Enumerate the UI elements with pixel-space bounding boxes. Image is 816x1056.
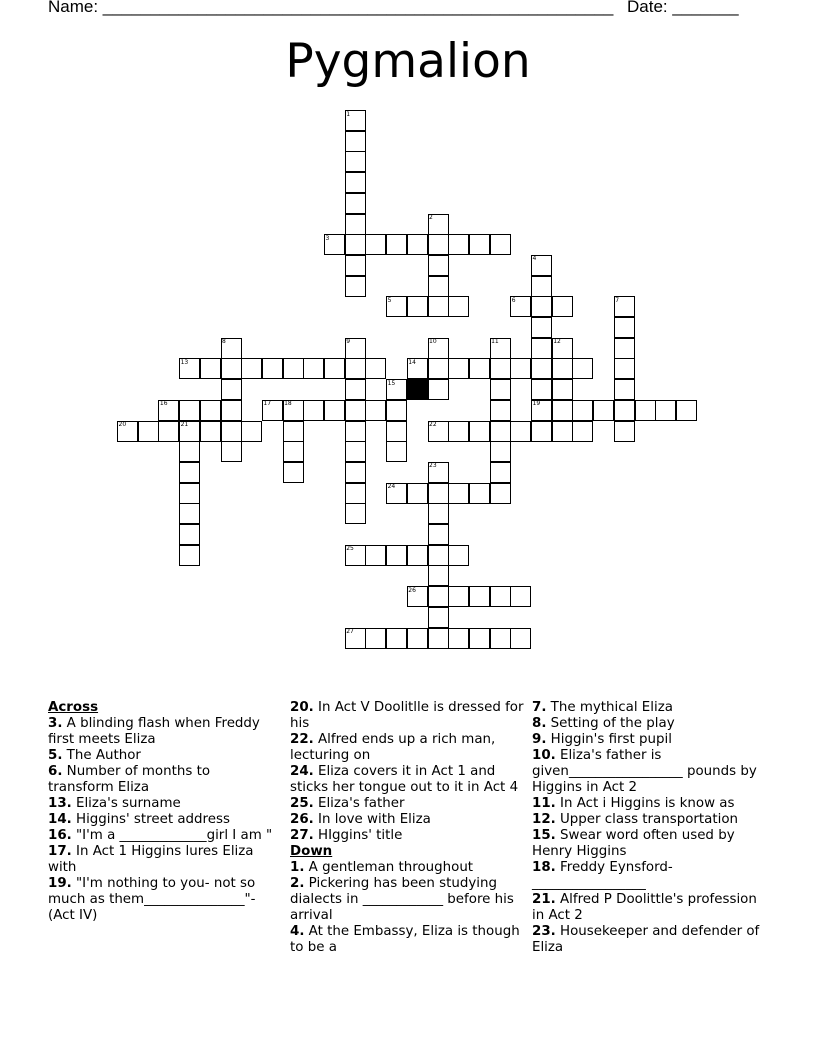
- clue-number-27: 27: [346, 628, 354, 635]
- clue-number-2: 2: [429, 214, 433, 221]
- grid-cell[interactable]: [593, 400, 614, 421]
- clue-number-26: 26: [408, 586, 416, 594]
- grid-cell[interactable]: [324, 358, 345, 379]
- grid-cell[interactable]: [428, 338, 449, 359]
- clue-number-10: 10: [429, 338, 437, 346]
- grid-cell[interactable]: [448, 483, 469, 504]
- grid-cell[interactable]: [676, 400, 697, 421]
- grid-cell[interactable]: [138, 421, 159, 442]
- grid-cell[interactable]: [428, 276, 449, 297]
- name-field-label: Name: ______________________________________________________: [48, 0, 614, 16]
- grid-cell[interactable]: [345, 255, 366, 276]
- grid-cell[interactable]: [428, 586, 449, 607]
- grid-cell[interactable]: [345, 214, 366, 235]
- grid-cell[interactable]: [345, 483, 366, 504]
- grid-cell[interactable]: [345, 276, 366, 297]
- grid-cell[interactable]: [614, 358, 635, 379]
- grid-cell[interactable]: [386, 234, 407, 255]
- grid-cell[interactable]: [386, 441, 407, 462]
- grid-cell[interactable]: [428, 628, 449, 649]
- grid-cell[interactable]: [365, 545, 386, 566]
- grid-cell[interactable]: [490, 483, 511, 504]
- grid-cell[interactable]: [552, 400, 573, 421]
- across-clue-3: 3. A blinding flash when Freddy first meets Eliza: [48, 716, 260, 747]
- grid-cell[interactable]: [614, 317, 635, 338]
- grid-cell[interactable]: [179, 358, 200, 379]
- grid-cell[interactable]: [386, 545, 407, 566]
- date-field-label: Date: _______: [627, 0, 739, 16]
- grid-cell[interactable]: [448, 421, 469, 442]
- grid-cell[interactable]: [158, 421, 179, 442]
- clue-number-15: 15: [387, 379, 396, 387]
- down-heading: Down: [290, 844, 333, 859]
- grid-cell[interactable]: [469, 421, 490, 442]
- clues-column-1: [48, 700, 273, 924]
- grid-cell[interactable]: [386, 379, 407, 400]
- grid-cell[interactable]: [158, 400, 179, 421]
- grid-cell[interactable]: [345, 421, 366, 442]
- grid-cell[interactable]: [345, 172, 366, 193]
- clue-number-23: 23: [429, 462, 437, 470]
- clue-number-16: 16: [159, 400, 168, 408]
- down-clue-12: 12. Upper class transportation: [532, 812, 739, 827]
- grid-cell[interactable]: [428, 503, 449, 524]
- grid-cell[interactable]: [221, 379, 242, 400]
- grid-cell[interactable]: [407, 545, 428, 566]
- grid-cell[interactable]: [407, 628, 428, 649]
- grid-cell[interactable]: [303, 400, 324, 421]
- clue-number-22: 22: [429, 421, 437, 428]
- grid-cell[interactable]: [221, 421, 242, 442]
- grid-cell[interactable]: [200, 421, 221, 442]
- grid-cell[interactable]: [407, 296, 428, 317]
- grid-cell[interactable]: [531, 400, 552, 421]
- grid-cell[interactable]: [221, 400, 242, 421]
- clue-number-20: 20: [118, 421, 127, 428]
- grid-cell[interactable]: [428, 545, 449, 566]
- grid-cell[interactable]: [345, 628, 366, 649]
- across-clue-5: 5. The Author: [48, 748, 141, 763]
- clue-number-11: 11: [491, 338, 499, 346]
- grid-cell[interactable]: [510, 358, 531, 379]
- clue-number-12: 12: [553, 338, 561, 346]
- grid-cell[interactable]: [117, 421, 138, 442]
- grid-cell[interactable]: [365, 358, 386, 379]
- grid-cell[interactable]: [469, 358, 490, 379]
- across-clue-20: 20. In Act V Doolitlle is dressed for his: [290, 700, 524, 731]
- grid-cell[interactable]: [407, 586, 428, 607]
- clues-column-2: [290, 700, 530, 956]
- grid-cell[interactable]: [490, 586, 511, 607]
- grid-cell[interactable]: [407, 234, 428, 255]
- grid-cell[interactable]: [490, 400, 511, 421]
- grid-cell[interactable]: [614, 296, 635, 317]
- clue-number-25: 25: [346, 545, 354, 553]
- blocked-cell: [407, 379, 428, 400]
- clue-number-21: 21: [180, 421, 189, 428]
- down-clue-9: 9. Higgin's first pupil: [532, 732, 672, 747]
- grid-cell[interactable]: [552, 338, 573, 359]
- across-clue-16: 16. "I'm a _____________girl I am ": [48, 828, 273, 843]
- grid-cell[interactable]: [345, 131, 366, 152]
- grid-cell[interactable]: [510, 628, 531, 649]
- grid-cell[interactable]: [448, 358, 469, 379]
- grid-cell[interactable]: [531, 296, 552, 317]
- grid-cell[interactable]: [303, 358, 324, 379]
- down-clue-18: 18. Freddy Eynsford-_________________: [532, 860, 673, 891]
- grid-cell[interactable]: [428, 234, 449, 255]
- grid-cell[interactable]: [469, 234, 490, 255]
- grid-cell[interactable]: [490, 462, 511, 483]
- across-heading: Across: [48, 700, 99, 715]
- grid-cell[interactable]: [345, 234, 366, 255]
- grid-cell[interactable]: [428, 214, 449, 235]
- grid-cell[interactable]: [428, 462, 449, 483]
- clues-column-3: [532, 700, 768, 956]
- clue-number-3: 3: [325, 234, 330, 242]
- clue-number-8: 8: [222, 338, 226, 346]
- grid-cell[interactable]: [345, 441, 366, 462]
- grid-cell[interactable]: [552, 358, 573, 379]
- across-clue-22: 22. Alfred ends up a rich man, lecturing on: [290, 732, 496, 763]
- grid-cell[interactable]: [531, 358, 552, 379]
- grid-cell[interactable]: [635, 400, 656, 421]
- grid-cell[interactable]: [179, 545, 200, 566]
- grid-cell[interactable]: [531, 317, 552, 338]
- grid-cell[interactable]: [469, 483, 490, 504]
- grid-cell[interactable]: [490, 379, 511, 400]
- grid-cell[interactable]: [510, 296, 531, 317]
- grid-cell[interactable]: [345, 545, 366, 566]
- clue-number-17: 17: [263, 400, 272, 408]
- grid-cell[interactable]: [428, 296, 449, 317]
- grid-cell[interactable]: [179, 503, 200, 524]
- grid-cell[interactable]: [324, 234, 345, 255]
- grid-cell[interactable]: [428, 483, 449, 504]
- grid-cell[interactable]: [262, 358, 283, 379]
- across-clue-24: 24. Eliza covers it in Act 1 and sticks her tongue out to it in Act 4: [290, 764, 519, 795]
- grid-cell[interactable]: [365, 234, 386, 255]
- grid-cell[interactable]: [428, 379, 449, 400]
- grid-cell[interactable]: [428, 565, 449, 586]
- down-clue-23: 23. Housekeeper and defender of Eliza: [532, 924, 760, 955]
- grid-cell[interactable]: [490, 234, 511, 255]
- grid-cell[interactable]: [407, 483, 428, 504]
- down-clue-11: 11. In Act i Higgins is know as: [532, 796, 735, 811]
- grid-cell[interactable]: [552, 296, 573, 317]
- grid-cell[interactable]: [221, 338, 242, 359]
- down-clue-10: 10. Eliza's father is given_________________ pounds by Higgins in Act 2: [532, 748, 757, 795]
- grid-cell[interactable]: [428, 607, 449, 628]
- grid-cell[interactable]: [552, 421, 573, 442]
- across-clue-26: 26. In love with Eliza: [290, 812, 431, 827]
- grid-cell[interactable]: [572, 358, 593, 379]
- grid-cell[interactable]: [345, 462, 366, 483]
- grid-cell[interactable]: [283, 400, 304, 421]
- grid-cell[interactable]: [365, 628, 386, 649]
- grid-cell[interactable]: [179, 441, 200, 462]
- grid-cell[interactable]: [241, 421, 262, 442]
- grid-cell[interactable]: [283, 421, 304, 442]
- grid-cell[interactable]: [386, 483, 407, 504]
- grid-cell[interactable]: [531, 276, 552, 297]
- grid-cell[interactable]: [386, 400, 407, 421]
- across-clue-17: 17. In Act 1 Higgins lures Eliza with: [48, 844, 254, 875]
- grid-cell[interactable]: [428, 524, 449, 545]
- down-clue-15: 15. Swear word often used by Henry Higgins: [532, 828, 735, 859]
- grid-cell[interactable]: [448, 234, 469, 255]
- across-clue-6: 6. Number of months to transform Eliza: [48, 764, 211, 795]
- clue-number-14: 14: [408, 358, 416, 366]
- grid-cell[interactable]: [614, 338, 635, 359]
- grid-cell[interactable]: [179, 400, 200, 421]
- grid-cell[interactable]: [262, 400, 283, 421]
- across-clue-25: 25. Eliza's father: [290, 796, 405, 811]
- grid-cell[interactable]: [179, 483, 200, 504]
- across-clue-14: 14. Higgins' street address: [48, 812, 230, 827]
- grid-cell[interactable]: [345, 110, 366, 131]
- grid-cell[interactable]: [490, 358, 511, 379]
- grid-cell[interactable]: [179, 524, 200, 545]
- grid-cell[interactable]: [365, 400, 386, 421]
- grid-cell[interactable]: [221, 441, 242, 462]
- grid-cell[interactable]: [510, 586, 531, 607]
- across-clue-19: 19. "I'm nothing to you- not so much as them_______________"- (Act IV): [48, 876, 256, 923]
- grid-cell[interactable]: [200, 400, 221, 421]
- grid-cell[interactable]: [283, 358, 304, 379]
- down-clue-21: 21. Alfred P Doolittle's profession in Act 2: [532, 892, 757, 923]
- grid-cell[interactable]: [572, 421, 593, 442]
- clue-number-5: 5: [387, 296, 392, 304]
- grid-cell[interactable]: [448, 296, 469, 317]
- grid-cell[interactable]: [179, 462, 200, 483]
- grid-cell[interactable]: [283, 462, 304, 483]
- grid-cell[interactable]: [345, 400, 366, 421]
- clue-number-19: 19: [532, 400, 541, 408]
- clue-number-7: 7: [615, 296, 620, 304]
- grid-cell[interactable]: [345, 338, 366, 359]
- grid-cell[interactable]: [510, 421, 531, 442]
- grid-cell[interactable]: [179, 421, 200, 442]
- down-clue-4: 4. At the Embassy, Eliza is though to be a: [290, 924, 520, 955]
- grid-cell[interactable]: [448, 586, 469, 607]
- down-clue-8: 8. Setting of the play: [532, 716, 675, 731]
- grid-cell[interactable]: [386, 296, 407, 317]
- grid-cell[interactable]: [345, 358, 366, 379]
- grid-cell[interactable]: [428, 421, 449, 442]
- clue-number-6: 6: [511, 296, 516, 304]
- down-clue-2: 2. Pickering has been studying dialects in ____________ before his arrival: [290, 876, 514, 923]
- down-clue-1: 1. A gentleman throughout: [290, 860, 474, 875]
- grid-cell[interactable]: [490, 421, 511, 442]
- across-clue-27: 27. HIggins' title: [290, 828, 403, 843]
- grid-cell[interactable]: [448, 628, 469, 649]
- grid-cell[interactable]: [614, 421, 635, 442]
- clue-number-18: 18: [284, 400, 292, 408]
- grid-cell[interactable]: [428, 255, 449, 276]
- grid-cell[interactable]: [386, 628, 407, 649]
- grid-cell[interactable]: [531, 379, 552, 400]
- grid-cell[interactable]: [345, 193, 366, 214]
- clue-number-9: 9: [346, 338, 351, 346]
- grid-cell[interactable]: [386, 421, 407, 442]
- clue-number-24: 24: [387, 483, 396, 491]
- grid-cell[interactable]: [531, 338, 552, 359]
- grid-cell[interactable]: [572, 400, 593, 421]
- grid-cell[interactable]: [448, 545, 469, 566]
- grid-cell[interactable]: [324, 400, 345, 421]
- grid-cell[interactable]: [241, 358, 262, 379]
- clue-number-4: 4: [532, 255, 537, 263]
- down-clue-7: 7. The mythical Eliza: [532, 700, 673, 715]
- grid-cell[interactable]: [345, 151, 366, 172]
- grid-cell[interactable]: [614, 379, 635, 400]
- grid-cell[interactable]: [345, 379, 366, 400]
- grid-cell[interactable]: [490, 628, 511, 649]
- clue-number-13: 13: [180, 358, 189, 366]
- grid-cell[interactable]: [345, 503, 366, 524]
- grid-cell[interactable]: [428, 358, 449, 379]
- grid-cell[interactable]: [490, 441, 511, 462]
- grid-cell[interactable]: [469, 586, 490, 607]
- clue-number-1: 1: [346, 110, 351, 118]
- grid-cell[interactable]: [552, 379, 573, 400]
- grid-cell[interactable]: [469, 628, 490, 649]
- across-clue-13: 13. Eliza's surname: [48, 796, 181, 811]
- grid-cell[interactable]: [614, 400, 635, 421]
- grid-cell[interactable]: [200, 358, 221, 379]
- grid-cell[interactable]: [531, 421, 552, 442]
- grid-cell[interactable]: [407, 358, 428, 379]
- grid-cell[interactable]: [490, 338, 511, 359]
- grid-cell[interactable]: [283, 441, 304, 462]
- grid-cell[interactable]: [655, 400, 676, 421]
- page-title: Pygmalion: [285, 34, 531, 89]
- grid-cell[interactable]: [531, 255, 552, 276]
- grid-cell[interactable]: [221, 358, 242, 379]
